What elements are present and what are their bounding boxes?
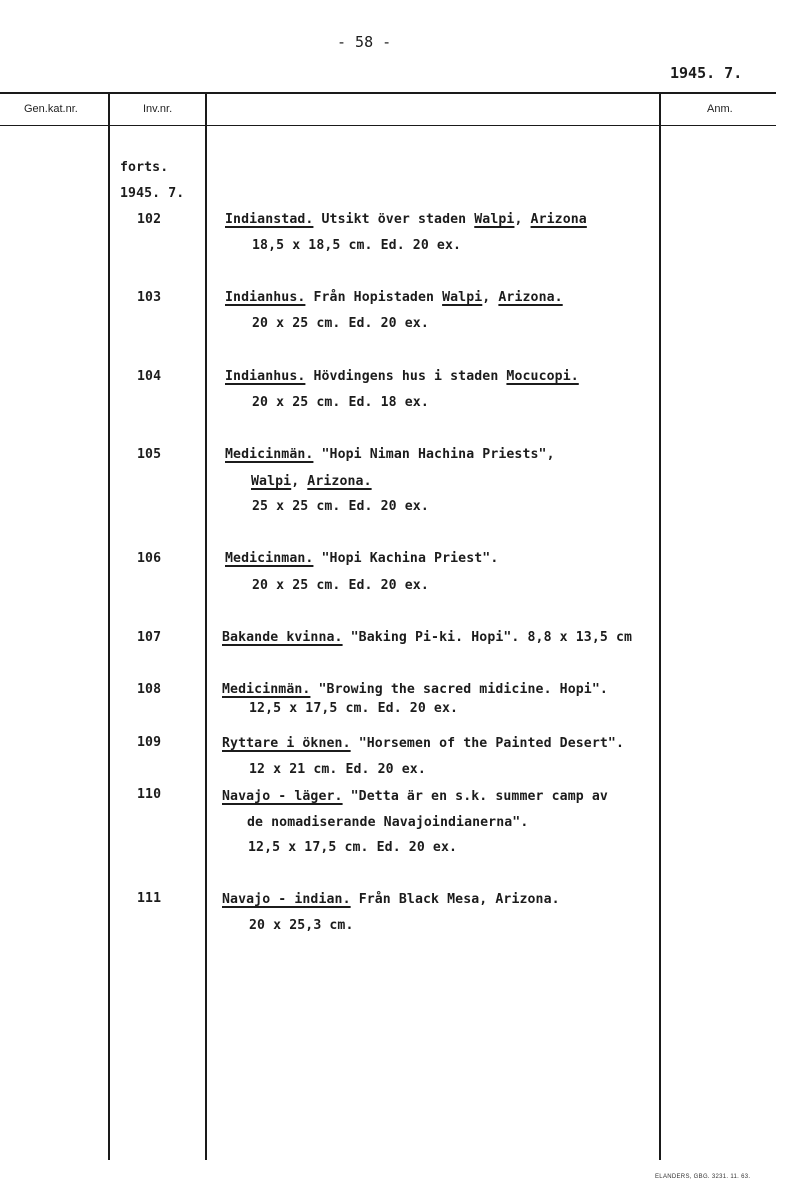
entry-size: 18,5 x 18,5 cm. Ed. 20 ex. — [252, 238, 462, 253]
entry-location — [251, 474, 372, 489]
entry-text: "Browing the sacred midicine. Hopi". — [318, 682, 608, 697]
entry-text-continued: de nomadiserande Navajoindianerna". — [247, 815, 529, 830]
entry-inv-number: 104 — [137, 369, 162, 384]
entry-size: 20 x 25 cm. Ed. 18 ex. — [252, 395, 429, 410]
entry-size: 20 x 25 cm. Ed. 20 ex. — [252, 578, 429, 593]
entry-inv-number: 106 — [137, 551, 162, 566]
entry-title: Medicinmän. — [225, 447, 314, 462]
entry-place: Mocucopi. — [506, 369, 579, 384]
entry-title: Indianhus. — [225, 369, 306, 384]
entry-region: Arizona. — [307, 474, 372, 489]
entry-text: "Hopi Kachina Priest". — [321, 551, 499, 566]
entry-size: 20 x 25 cm. Ed. 20 ex. — [252, 316, 429, 331]
entry-description — [222, 892, 560, 907]
entry-size: 25 x 25 cm. Ed. 20 ex. — [252, 499, 429, 514]
entry-region: Arizona. — [498, 290, 563, 305]
entry-text: Utsikt över staden — [321, 212, 467, 227]
entry-description — [225, 551, 498, 566]
continuation-date: 1945. 7. — [120, 186, 185, 201]
entry-text: "Baking Pi-ki. Hopi". 8,8 x 13,5 cm — [350, 630, 633, 645]
entry-separator: , — [482, 290, 491, 305]
entry-text: Från Black Mesa, Arizona. — [358, 892, 560, 907]
printer-mark: ELANDERS, GBG. 3231. 11. 63. — [655, 1174, 751, 1180]
entry-description — [222, 682, 608, 697]
entry-text: Hövdingens hus i staden — [313, 369, 499, 384]
entry-description — [222, 630, 632, 645]
entry-inv-number: 105 — [137, 447, 162, 462]
entry-title: Medicinman. — [225, 551, 314, 566]
entry-description — [225, 369, 579, 384]
entry-text: Från Hopistaden — [313, 290, 435, 305]
entry-title: Navajo - läger. — [222, 789, 343, 804]
header-anm: Anm. — [707, 103, 733, 115]
entry-inv-number: 108 — [137, 682, 162, 697]
entry-title: Bakande kvinna. — [222, 630, 343, 645]
entry-inv-number: 103 — [137, 290, 162, 305]
entry-place: Walpi — [474, 212, 515, 227]
page-number: - 58 - — [337, 33, 392, 51]
entry-title: Indianhus. — [225, 290, 306, 305]
header-gen-kat-nr: Gen.kat.nr. — [24, 103, 78, 115]
entry-description — [225, 447, 555, 462]
entry-text: "Detta är en s.k. summer camp av — [350, 789, 608, 804]
entry-description — [222, 789, 608, 804]
entry-title: Ryttare i öknen. — [222, 736, 351, 751]
entry-description — [222, 736, 624, 751]
entry-text: "Hopi Niman Hachina Priests", — [321, 447, 555, 462]
entry-size: 12 x 21 cm. Ed. 20 ex. — [249, 762, 426, 777]
entry-title: Navajo - indian. — [222, 892, 351, 907]
date-header: 1945. 7. — [670, 64, 743, 82]
entry-description — [225, 212, 587, 227]
entry-separator: , — [291, 474, 300, 489]
entry-place: Walpi — [442, 290, 483, 305]
entry-title: Indianstad. — [225, 212, 314, 227]
entry-inv-number: 109 — [137, 735, 162, 750]
entry-inv-number: 110 — [137, 787, 162, 802]
entry-text: "Horsemen of the Painted Desert". — [358, 736, 624, 751]
entry-place: Walpi — [251, 474, 292, 489]
column-divider-1 — [108, 92, 110, 1160]
entry-region: Arizona — [530, 212, 587, 227]
entry-size: 12,5 x 17,5 cm. Ed. 20 ex. — [248, 840, 458, 855]
header-inv-nr: Inv.nr. — [143, 103, 173, 115]
entry-separator: , — [514, 212, 523, 227]
entry-description — [225, 290, 563, 305]
column-divider-3 — [659, 92, 661, 1160]
entry-size: 12,5 x 17,5 cm. Ed. 20 ex. — [249, 701, 459, 716]
entry-title: Medicinmän. — [222, 682, 311, 697]
entry-inv-number: 102 — [137, 212, 162, 227]
entry-inv-number: 111 — [137, 891, 162, 906]
entry-inv-number: 107 — [137, 630, 162, 645]
continuation-label: forts. — [120, 160, 169, 175]
entry-size: 20 x 25,3 cm. — [249, 918, 354, 933]
column-divider-2 — [205, 92, 207, 1160]
